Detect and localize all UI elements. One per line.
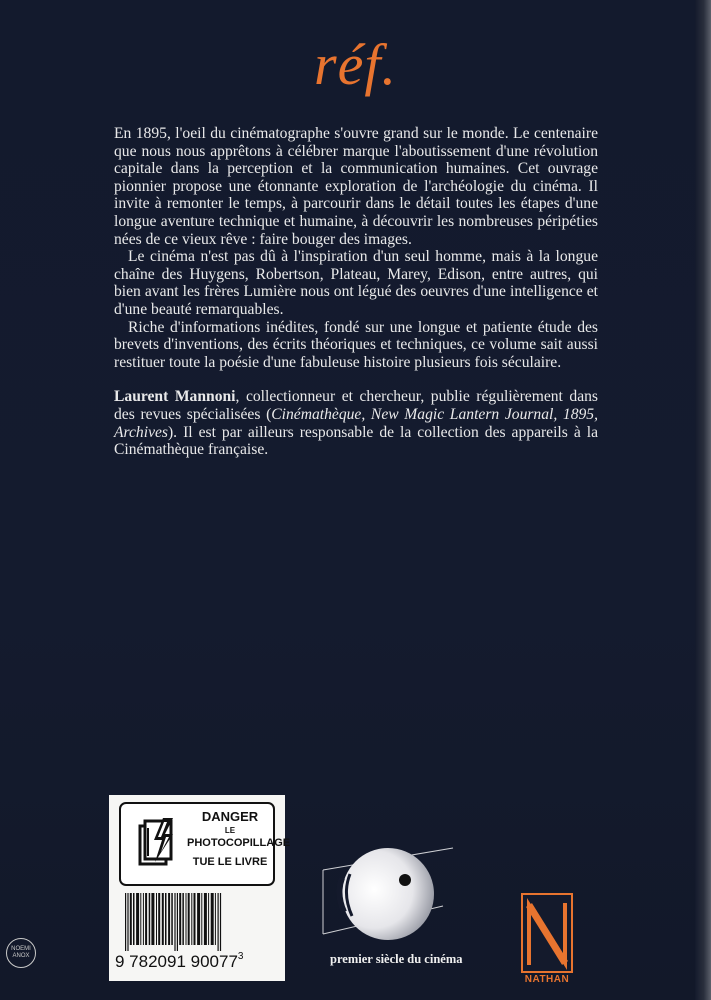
blurb-paragraph-2: Le cinéma n'est pas dû à l'inspiration d'un seul homme, mais à la longue chaîne des Huygens, Robertson, Plateau, Marey, Edison, entre autres, qui bien avant les frères Lumière nous ont légué des oeuvres d'une intelligence et d'une beauté remarquables. xyxy=(114,248,598,318)
author-name: Laurent Mannoni xyxy=(114,388,236,406)
isbn-check: 3 xyxy=(237,951,244,962)
barcode-bar xyxy=(156,893,157,945)
isbn-digits xyxy=(115,952,281,972)
author-bio-text-2: ). Il est par ailleurs responsable de la collection des appareils à la Cinémathèque française. xyxy=(114,423,598,459)
barcode-bar xyxy=(201,893,202,945)
stamp-seal xyxy=(6,938,36,968)
barcode-bar xyxy=(140,893,141,945)
danger-line-2: TUE LE LIVRE xyxy=(192,856,268,868)
blurb-paragraph-1: En 1895, l'oeil du cinématographe s'ouvre grand sur le monde. Le centenaire que nous nous apprêtons à célébrer marque l'aboutissement d'une révolution capitale dans la perception et la communication humaines. Cet ouvrage pionnier propose une étonnante exploration de l'archéologie du cinéma. Il invite à remonter le temps, à parcourir dans le détail toutes les étapes d'une longue aventure technique et humaine, à découvrir les nombreuses péripéties nées de ce vieux rêve : faire bouger des images. xyxy=(114,125,598,248)
photocopy-warning xyxy=(119,802,291,886)
barcode-bar xyxy=(194,893,196,945)
barcode-bar xyxy=(211,893,214,945)
barcode-bar xyxy=(133,893,135,945)
isbn-barcode xyxy=(119,893,275,951)
author-bio xyxy=(114,388,598,458)
barcode-bar xyxy=(168,893,170,945)
barcode-bar xyxy=(197,893,200,945)
barcode-bar xyxy=(218,893,219,951)
publisher-name: NATHAN xyxy=(524,974,570,985)
cover-edge xyxy=(695,0,711,1000)
barcode-bar xyxy=(179,893,181,945)
barcode-bar xyxy=(191,893,192,945)
barcode-bar xyxy=(188,893,190,945)
barcode-bar xyxy=(145,893,147,945)
barcode-bar xyxy=(177,893,178,951)
collection-logo: réf. xyxy=(314,32,397,97)
barcode-bar xyxy=(208,893,209,945)
barcode-bar xyxy=(215,893,216,945)
barcode-bar xyxy=(125,893,126,951)
barcode-bar xyxy=(171,893,173,945)
barcode-bar xyxy=(130,893,132,945)
barcode-bar xyxy=(165,893,167,945)
barcode-bar xyxy=(182,893,184,945)
barcode-bar xyxy=(158,893,160,945)
author-journals: Cinémathèque, New Magic Lantern Journal, 1895, Archives xyxy=(114,405,599,441)
barcode-bar xyxy=(204,893,207,945)
film-reel-emblem xyxy=(318,840,463,940)
nathan-logo-icon xyxy=(521,893,573,973)
danger-article: LE xyxy=(224,826,236,835)
barcode-bar xyxy=(220,893,221,951)
barcode-bar xyxy=(186,893,187,945)
author-bio-text-1: , collectionneur et chercheur, publie régulièrement dans des revues spécialisées ( xyxy=(114,388,599,423)
blurb-paragraph-3: Riche d'informations inédites, fondé sur une longue et patiente étude des brevets d'inventions, des écrits théoriques et techniques, ce volume sait aussi restituer toute la poésie d'une fabuleuse histoire plusieurs fois séculaire. xyxy=(114,318,598,371)
barcode-bar xyxy=(127,893,128,951)
barcode-bar xyxy=(162,893,164,945)
barcode-bar xyxy=(143,893,144,945)
stamp-line-2: ANOX xyxy=(12,953,30,959)
stamp-line-1: NOEMI xyxy=(11,946,31,952)
barcode-bar xyxy=(149,893,151,945)
barcode-bar xyxy=(151,893,154,945)
barcode-bar xyxy=(174,893,175,951)
series-title: premier siècle du cinéma xyxy=(330,952,463,966)
blurb xyxy=(114,125,598,459)
danger-title: DANGER xyxy=(201,809,259,824)
broken-book-icon xyxy=(133,816,181,872)
danger-line-1: PHOTOCOPILLAGE xyxy=(187,837,291,849)
barcode-label xyxy=(109,795,291,981)
isbn-main: 9 782091 90077 xyxy=(115,952,238,971)
barcode-bar xyxy=(136,893,139,945)
